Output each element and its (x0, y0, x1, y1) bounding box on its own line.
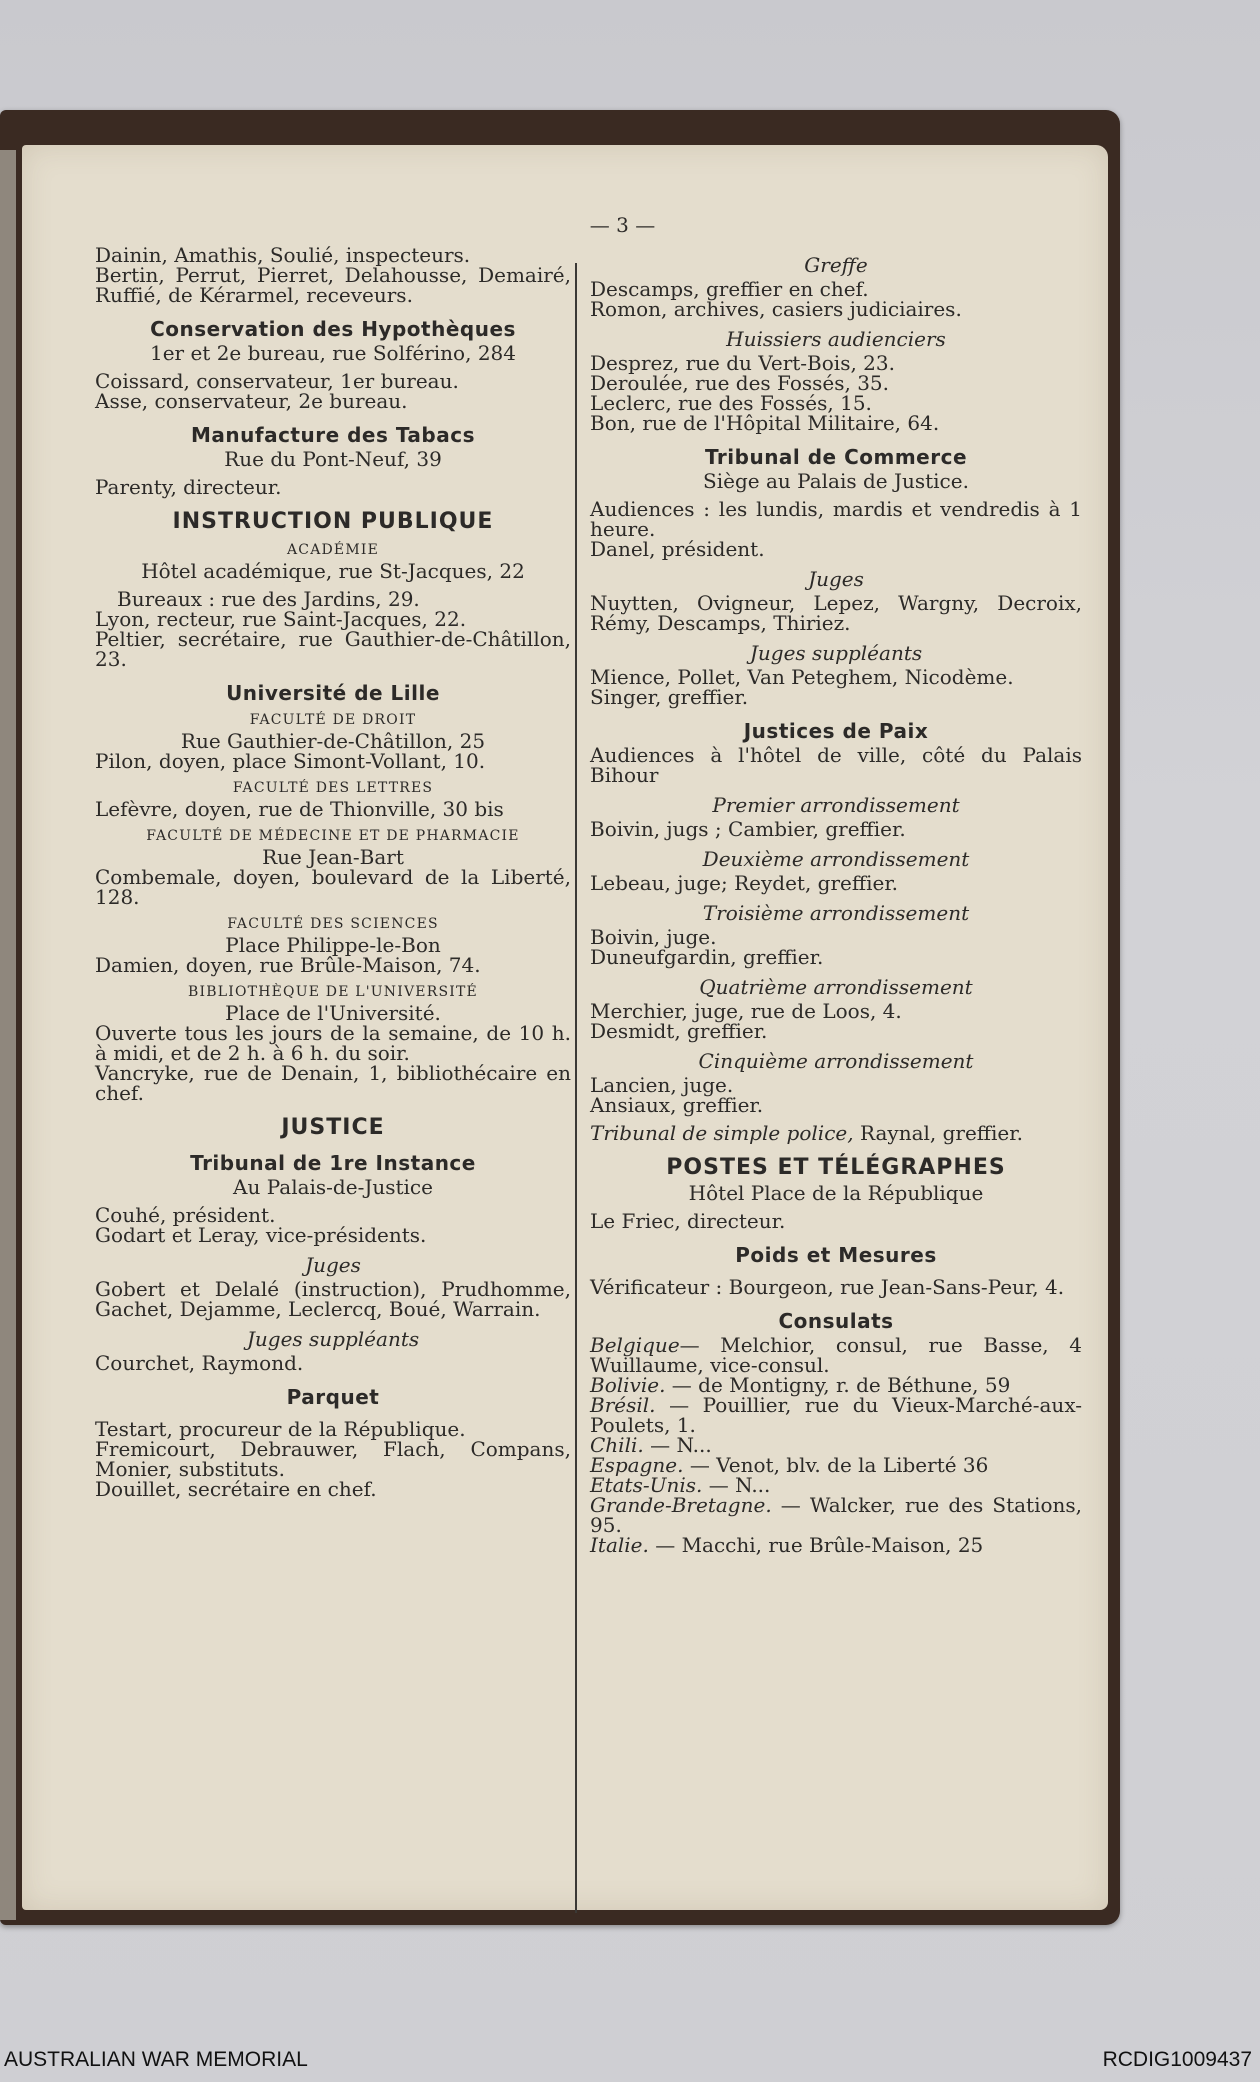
page-spine (0, 150, 16, 1920)
text-line: Danel, président. (590, 537, 765, 561)
country-name: Chili. (590, 1433, 644, 1457)
text-line: Coissard, conservateur, 1er bureau. (95, 369, 459, 393)
subsection-heading: FACULTÉ DE MÉDECINE ET DE PHARMACIE (146, 828, 520, 844)
text-line: Testart, procureur de la République. (95, 1417, 466, 1441)
text-line: Siège au Palais de Justice. (703, 469, 969, 493)
footer-credit: AUSTRALIAN WAR MEMORIAL (4, 2048, 308, 2071)
subsection-heading: Deuxième arrondissement (702, 847, 970, 871)
document-page (22, 145, 1108, 1910)
subsection-heading: Juges (305, 1253, 361, 1277)
section-heading: INSTRUCTION PUBLIQUE (172, 509, 494, 534)
subsection-heading: Quatrième arrondissement (699, 975, 973, 999)
country-name: Grande-Bretagne. (590, 1493, 772, 1517)
police-text: Raynal, greffier. (859, 1121, 1023, 1145)
subsection-heading: FACULTÉ DES SCIENCES (227, 916, 439, 932)
list-item (590, 1495, 1082, 1535)
section-heading: Manufacture des Tabacs (191, 423, 475, 447)
consul-text: — Venot, blv. de la Liberté 36 (689, 1453, 989, 1477)
text-line: 1er et 2e bureau, rue Solférino, 284 (149, 341, 516, 365)
consul-text: — Macchi, rue Brûle-Maison, 25 (655, 1533, 984, 1557)
text-line: Audiences à l'hôtel de ville, côté du Palais Bihour (590, 743, 1082, 787)
text-line: Combemale, doyen, boulevard de la Liberté, 128. (95, 865, 571, 909)
text-line: Place de l'Université. (225, 1001, 441, 1025)
section-heading: Consulats (778, 1309, 894, 1333)
list-item (590, 1375, 1082, 1395)
subsection-heading: Greffe (804, 253, 868, 277)
text-line: Bertin, Perrut, Pierret, Delahousse, Demairé, Ruffié, de Kérarmel, receveurs. (95, 263, 571, 307)
consul-text: — Walcker, rue des Stations, 95. (590, 1493, 1083, 1537)
text-line: Duneufgardin, greffier. (590, 945, 824, 969)
section-heading: Poids et Mesures (735, 1243, 937, 1267)
text-line: Descamps, greffier en chef. (590, 277, 869, 301)
text-line: Singer, greffier. (590, 685, 749, 709)
text-line: Desmidt, greffier. (590, 1019, 768, 1043)
list-item (590, 1455, 1082, 1475)
country-name: Etats-Unis. (590, 1473, 703, 1497)
subsection-heading: Premier arrondissement (712, 793, 960, 817)
left-column (95, 245, 571, 1499)
text-line: Ouverte tous les jours de la semaine, de 10 h. à midi, et de 2 h. à 6 h. du soir. (95, 1021, 571, 1065)
subsection-heading: BIBLIOTHÈQUE DE L'UNIVERSITÉ (188, 984, 478, 1000)
list-item (590, 1435, 1082, 1455)
consulats-list (590, 1335, 1082, 1555)
subsection-heading: ACADÉMIE (286, 542, 380, 558)
text-line: Desprez, rue du Vert-Bois, 23. (590, 351, 895, 375)
text-line: Deroulée, rue des Fossés, 35. (590, 371, 890, 395)
text-line: Dainin, Amathis, Soulié, inspecteurs. (95, 243, 471, 267)
text-line: Boivin, juge. (590, 925, 717, 949)
text-line: Courchet, Raymond. (95, 1351, 304, 1375)
country-name: Italie. (590, 1533, 649, 1557)
list-item (590, 1535, 1082, 1555)
text-line: Lancien, juge. (590, 1073, 734, 1097)
text-line: Au Palais-de-Justice (233, 1175, 433, 1199)
text-line: Douillet, secrétaire en chef. (95, 1477, 377, 1501)
text-line: Place Philippe-le-Bon (225, 933, 441, 957)
list-item (590, 1475, 1082, 1495)
consul-text: — N... (708, 1473, 771, 1497)
section-heading: Université de Lille (226, 681, 440, 705)
country-name: Belgique (590, 1333, 680, 1357)
text-line: Bureaux : rue des Jardins, 29. (117, 587, 420, 611)
text-line: Lyon, recteur, rue Saint-Jacques, 22. (95, 607, 467, 631)
text-line: Rue du Pont-Neuf, 39 (224, 447, 442, 471)
section-heading: Justices de Paix (743, 719, 929, 743)
subsection-heading: Troisième arrondissement (702, 901, 970, 925)
subsection-heading: Juges suppléants (749, 641, 923, 665)
consul-text: — Pouillier, rue du Vieux-Marché-aux-Poulets, 1. (590, 1393, 1082, 1437)
text-line (590, 1123, 1082, 1143)
text-line: Le Friec, directeur. (590, 1209, 786, 1233)
section-heading: Parquet (286, 1385, 380, 1409)
text-line: Pilon, doyen, place Simont-Vollant, 10. (95, 749, 486, 773)
text-line: Hôtel Place de la République (688, 1181, 984, 1205)
police-label: Tribunal de simple police, (590, 1121, 854, 1145)
text-line: Asse, conservateur, 2e bureau. (95, 389, 408, 413)
subsection-heading: Huissiers audienciers (726, 327, 946, 351)
consul-text: — N... (650, 1433, 712, 1457)
text-line: Fremicourt, Debrauwer, Flach, Compans, Monier, substituts. (95, 1437, 571, 1481)
text-line: Audiences : les lundis, mardis et vendredis à 1 heure. (590, 497, 1082, 541)
text-line: Lebeau, juge; Reydet, greffier. (590, 871, 899, 895)
text-line: Parenty, directeur. (95, 475, 282, 499)
section-heading: Tribunal de Commerce (704, 445, 968, 469)
text-line: Hôtel académique, rue St-Jacques, 22 (141, 559, 525, 583)
subsection-heading: FACULTÉ DE DROIT (249, 712, 417, 728)
text-line: Couhé, président. (95, 1203, 276, 1227)
text-line: Leclerc, rue des Fossés, 15. (590, 391, 872, 415)
text-line: Peltier, secrétaire, rue Gauthier-de-Châtillon, 23. (95, 627, 571, 671)
list-item (590, 1395, 1082, 1435)
text-line: Nuytten, Ovigneur, Lepez, Wargny, Decroix, Rémy, Descamps, Thiriez. (590, 591, 1082, 635)
text-line: Gobert et Delalé (instruction), Prudhomme, Gachet, Dejamme, Leclercq, Boué, Warrain. (95, 1277, 571, 1321)
text-line: Rue Gauthier-de-Châtillon, 25 (180, 729, 486, 753)
text-line: Godart et Leray, vice-présidents. (95, 1223, 427, 1247)
section-heading: Tribunal de 1re Instance (190, 1151, 476, 1175)
subsection-heading: FACULTÉ DES LETTRES (232, 780, 434, 796)
subsection-heading: Juges suppléants (246, 1327, 420, 1351)
subsection-heading: Juges (808, 567, 864, 591)
text-line: Romon, archives, casiers judiciaires. (590, 297, 962, 321)
section-heading: JUSTICE (281, 1115, 385, 1140)
country-name: Espagne. (590, 1453, 684, 1477)
footer-id: RCDIG1009437 (1102, 2048, 1252, 2071)
text-line: Ansiaux, greffier. (590, 1093, 764, 1117)
country-name: Brésil. (590, 1393, 656, 1417)
text-line: Rue Jean-Bart (262, 845, 404, 869)
right-column (590, 245, 1082, 1555)
country-name: Bolivie. (590, 1373, 666, 1397)
page-number: — 3 — (589, 213, 656, 237)
subsection-heading: Cinquième arrondissement (698, 1049, 974, 1073)
text-line: Damien, doyen, rue Brûle-Maison, 74. (95, 953, 481, 977)
text-line: Lefèvre, doyen, rue de Thionville, 30 bis (95, 797, 504, 821)
list-item (590, 1335, 1082, 1375)
section-heading: POSTES ET TÉLÉGRAPHES (666, 1155, 1006, 1180)
text-line: Boivin, jugs ; Cambier, greffier. (590, 817, 906, 841)
text-line: Vancryke, rue de Denain, 1, bibliothécaire en chef. (95, 1061, 571, 1105)
column-divider (575, 263, 577, 1913)
consul-text: — Melchior, consul, rue Basse, 4 Wuillaume, vice-consul. (590, 1333, 1082, 1377)
text-line: Mience, Pollet, Van Peteghem, Nicodème. (590, 665, 1014, 689)
text-line: Merchier, juge, rue de Loos, 4. (590, 999, 902, 1023)
consul-text: — de Montigny, r. de Béthune, 59 (671, 1373, 1011, 1397)
text-line: Vérificateur : Bourgeon, rue Jean-Sans-Peur, 4. (590, 1275, 1065, 1299)
text-line: Bon, rue de l'Hôpital Militaire, 64. (590, 411, 940, 435)
section-heading: Conservation des Hypothèques (150, 317, 516, 341)
